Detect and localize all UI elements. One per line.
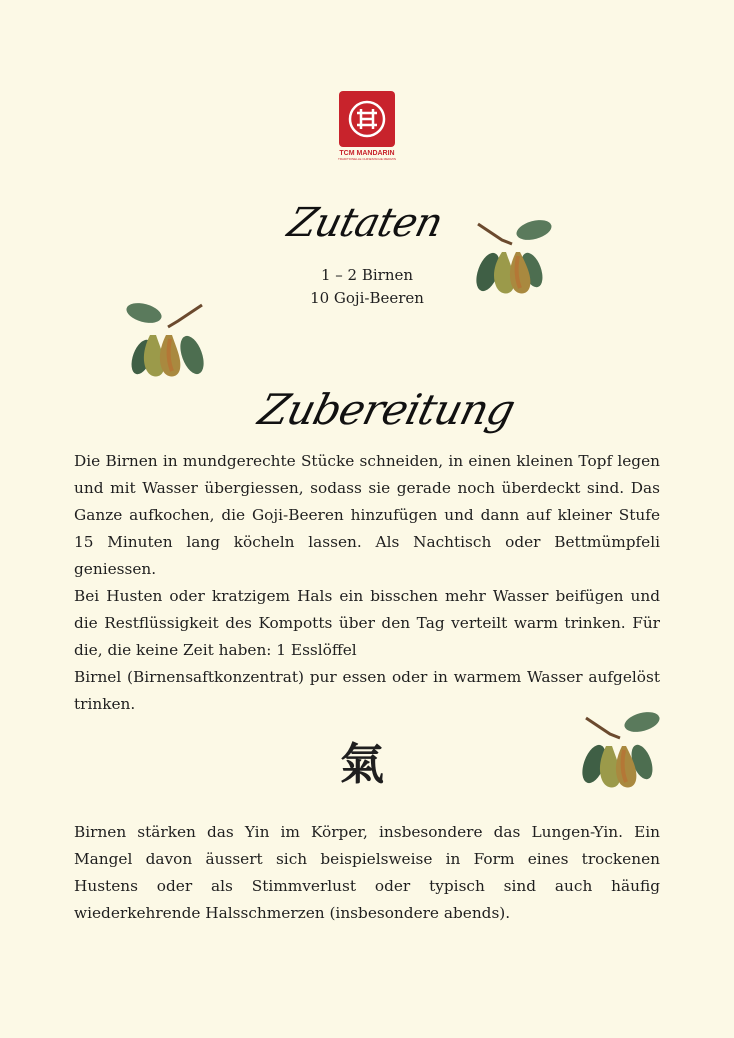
preparation-paragraph: Bei Husten oder kratzigem Hals ein bisschen mehr Wasser beifügen und die Restflüssigkeit des Kompotts über den Tag verteilt warm trinken. Für die, die keine Zeit haben: 1 Esslöffel bbox=[74, 587, 660, 659]
qi-symbol: 氣 bbox=[340, 739, 384, 790]
footer-paragraph: Birnen stärken das Yin im Körper, insbesondere das Lungen-Yin. Ein Mangel davon äussert sich beispielsweise in Form eines trockenen Hustens oder als Stimmverlust oder typisch sind auch häufig wiederkehrende Halsschmerzen (insbesondere abends). bbox=[74, 823, 660, 922]
pear-illustration-icon bbox=[122, 297, 206, 383]
preparation-text bbox=[74, 448, 660, 718]
pear-illustration-icon bbox=[472, 214, 556, 300]
ingredient-item: 1 – 2 Birnen bbox=[320, 266, 414, 284]
logo-tagline: TRADITIONELLE CHINESISCHE MEDIZIN bbox=[338, 157, 397, 161]
ingredients-list bbox=[280, 264, 454, 310]
preparation-paragraph: Birnel (Birnensaftkonzentrat) pur essen oder in warmem Wasser aufgelöst trinken. bbox=[74, 668, 660, 713]
logo-brand-name: TCM MANDARIN bbox=[339, 150, 395, 157]
preparation-heading: Zubereitung bbox=[253, 385, 520, 434]
footer-text bbox=[74, 819, 660, 927]
ingredient-item: 10 Goji-Beeren bbox=[310, 289, 424, 307]
ingredients-heading: Zutaten bbox=[283, 200, 447, 246]
brand-logo bbox=[338, 91, 396, 161]
preparation-paragraph: Die Birnen in mundgerechte Stücke schneiden, in einen kleinen Topf legen und mit Wasser übergiessen, sodass sie gerade noch überdeckt sind. Das Ganze aufkochen, die Goji-Beeren hinzufügen und dann auf kleiner Stufe 15 Minuten lang köcheln lassen. Als Nachtisch oder Bettmümpfeli geniessen. bbox=[74, 452, 660, 578]
logo-emblem-icon bbox=[339, 91, 395, 147]
pear-illustration-icon bbox=[580, 708, 664, 794]
